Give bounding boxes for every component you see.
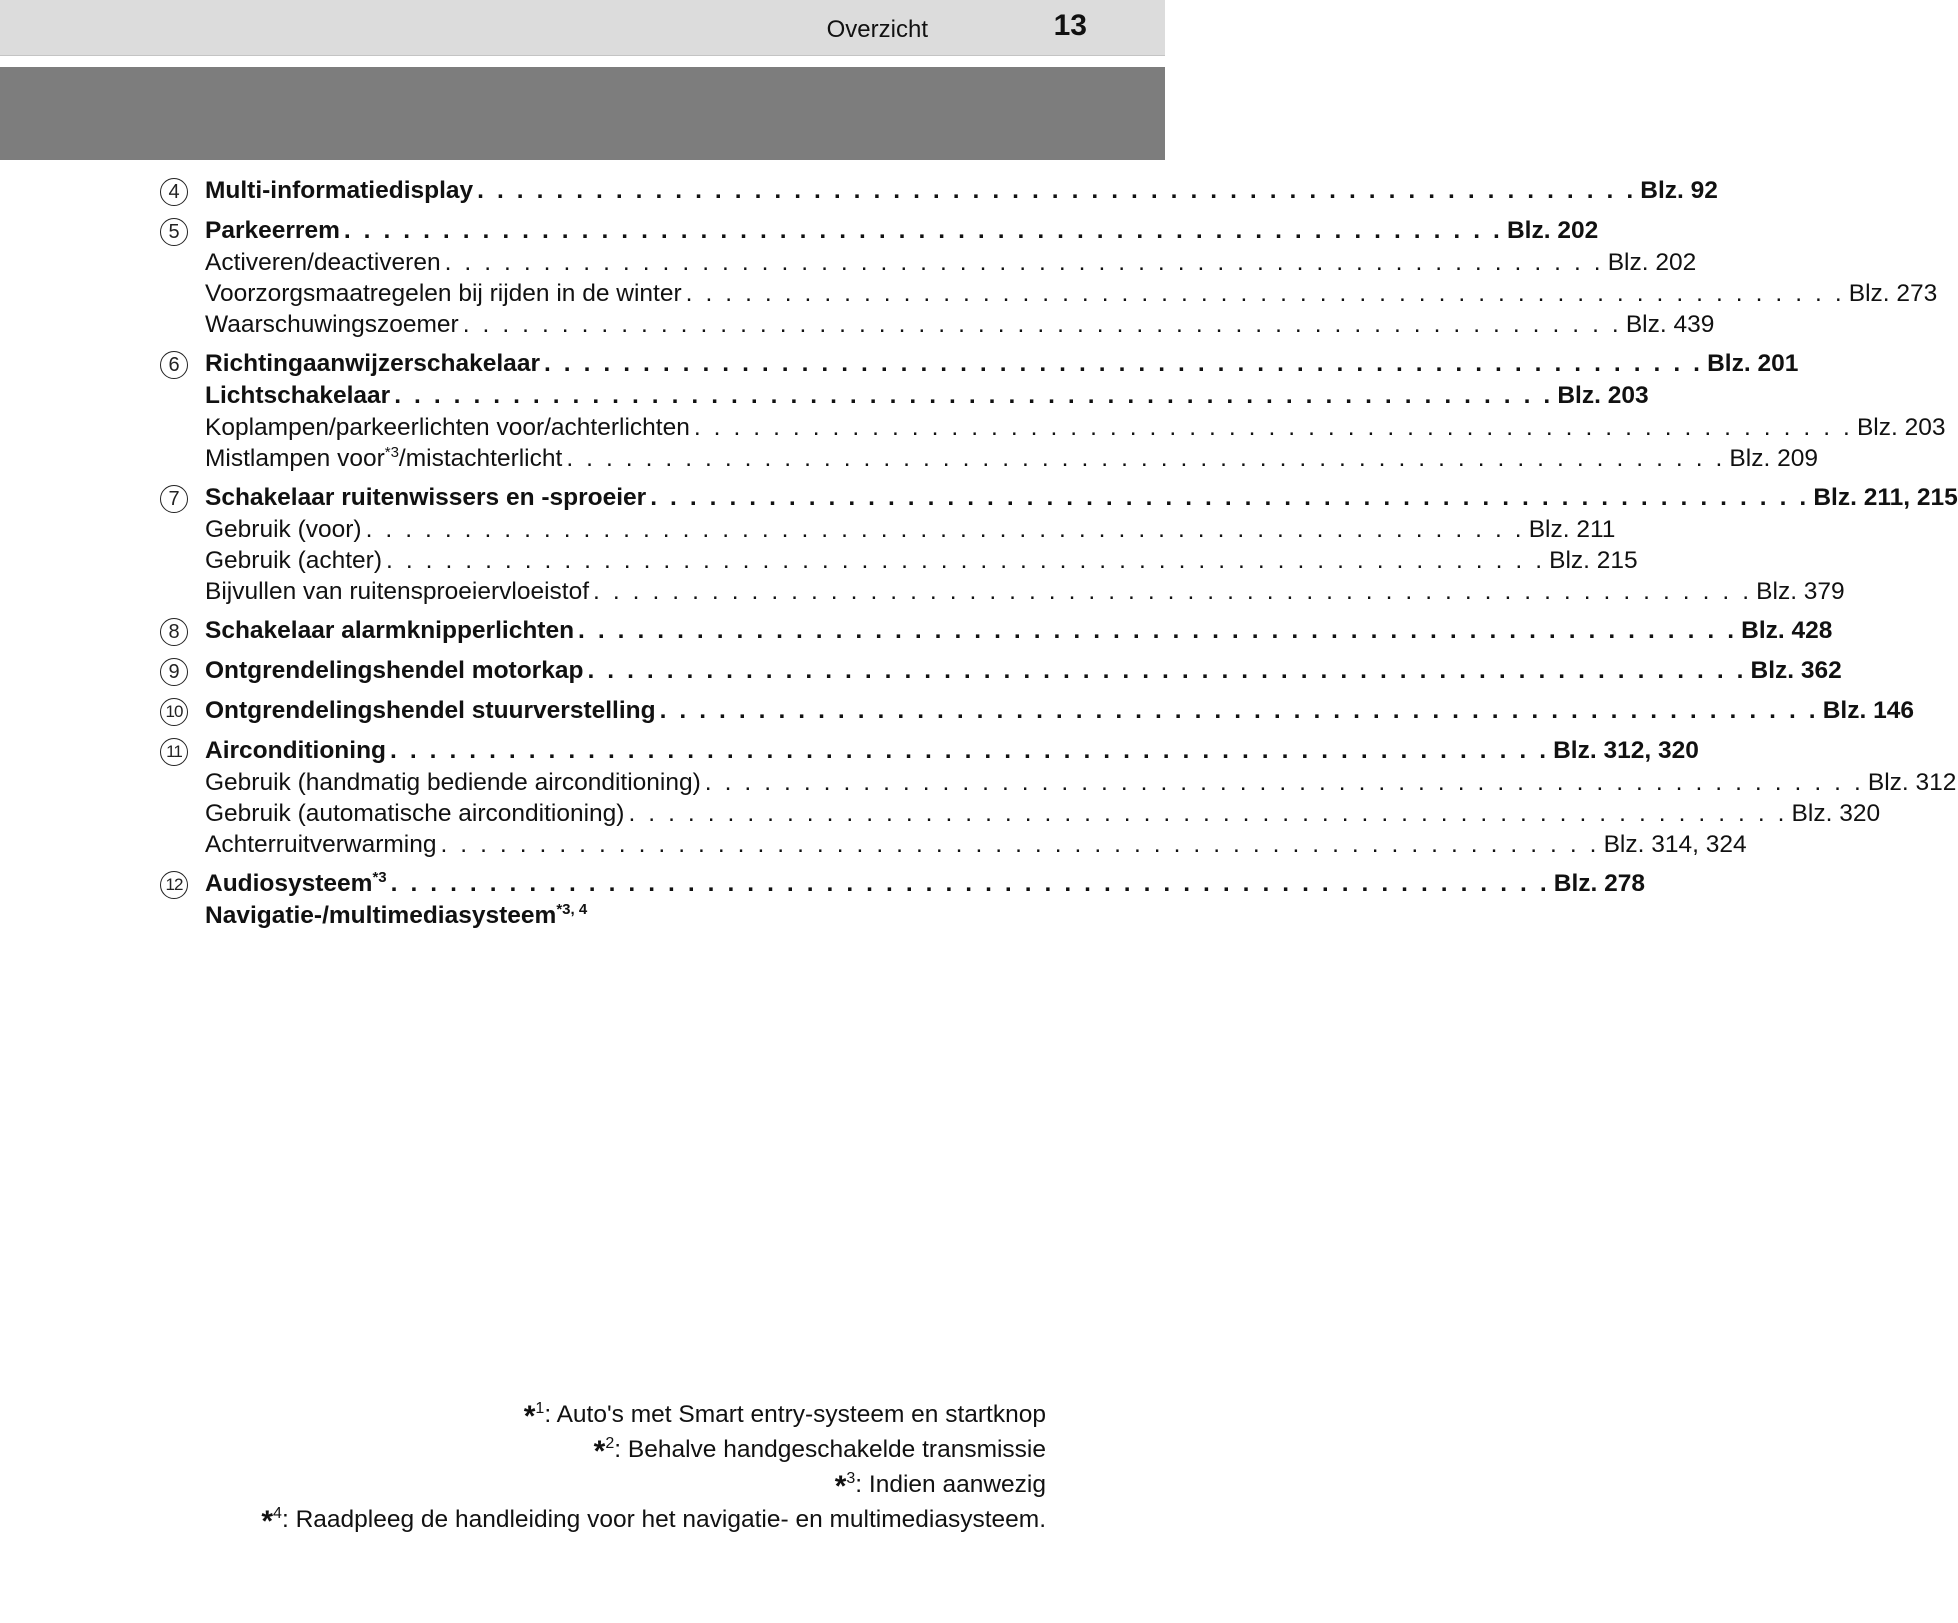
toc-sub-entry[interactable] (205, 247, 1697, 278)
toc-sub-entry[interactable] (205, 829, 1747, 860)
circled-number-marker: 6 (160, 351, 188, 379)
entry-label (205, 576, 589, 607)
entry-label-text: Activeren/deactiveren (205, 249, 441, 276)
circled-number-marker: 9 (160, 658, 188, 686)
dot-leader: . . . . . . . . . . . . . . . . . . . . . . . . . . . . . . . . . . . . . . . . . . . . . . . . . . . . . . . . . . . (386, 547, 1546, 574)
entry-label (205, 615, 574, 647)
toc-heading-entry[interactable] (205, 215, 1599, 247)
dot-leader: . . . . . . . . . . . . . . . . . . . . . . . . . . . . . . . . . . . . . . . . . . . . . . . . . . . . . . . . . . . (444, 249, 1604, 276)
page-reference: Blz. 379 (1756, 578, 1845, 605)
entry-label-text: Bijvullen van ruitensproeiervloeistof (205, 578, 590, 605)
footnote-line (261, 1398, 1046, 1433)
dot-leader: . . . . . . . . . . . . . . . . . . . . . . . . . . . . . . . . . . . . . . . . . . . . . . . . . . . . . . . . . . . (693, 414, 1853, 441)
toc-group (160, 615, 1833, 647)
toc-sub-entry[interactable] (205, 309, 1715, 340)
page-reference: Blz. 203 (1557, 382, 1649, 409)
dot-leader: . . . . . . . . . . . . . . . . . . . . . . . . . . . . . . . . . . . . . . . . . . . . . . . . . . . . . . . . . . . (628, 800, 1788, 827)
entry-label (205, 798, 624, 829)
footnote-number: 4 (273, 1505, 282, 1522)
footnote-line (261, 1503, 1046, 1538)
toc-group (160, 695, 1914, 727)
dot-leader: . . . . . . . . . . . . . . . . . . . . . . . . . . . . . . . . . . . . . . . . . . . . . . . . . . . . . . . . . . . (462, 311, 1622, 338)
page-reference: Blz. 146 (1822, 697, 1914, 724)
toc-heading-entry[interactable] (205, 482, 1958, 514)
dot-leader: . . . . . . . . . . . . . . . . . . . . . . . . . . . . . . . . . . . . . . . . . . . . . . . . . . . . . . . . . . . (593, 578, 1753, 605)
page-reference: Blz. 211, 215 (1813, 484, 1958, 511)
toc-group (160, 482, 1958, 607)
toc-sub-entry[interactable] (205, 443, 1818, 474)
circled-number-marker: 11 (160, 738, 188, 766)
entry-label-text: Richtingaanwijzerschakelaar (205, 350, 540, 377)
toc-heading-entry[interactable] (205, 735, 1699, 767)
toc-heading-entry[interactable] (205, 655, 1842, 687)
dot-leader: . . . . . . . . . . . . . . . . . . . . . . . . . . . . . . . . . . . . . . . . . . . . . . . . . . . . . . . . . . . (650, 484, 1810, 511)
page-reference: Blz. 92 (1640, 177, 1718, 204)
page-reference: Blz. 202 (1607, 249, 1697, 276)
dot-leader: . . . . . . . . . . . . . . . . . . . . . . . . . . . . . . . . . . . . . . . . . . . . . . . . . . . . . . . . . . . (477, 177, 1637, 204)
footnote-reference: *3 (372, 869, 387, 886)
toc-group (160, 348, 1946, 474)
dot-leader: . . . . . . . . . . . . . . . . . . . . . . . . . . . . . . . . . . . . . . . . . . . . . . . . . . . . . . . . . . . (578, 617, 1738, 644)
dot-leader: . . . . . . . . . . . . . . . . . . . . . . . . . . . . . . . . . . . . . . . . . . . . . . . . . . . . . . . . . . . (685, 280, 1845, 307)
footnote-asterisk: * (834, 1470, 847, 1503)
entry-label-text: Voorzorgsmaatregelen bij rijden in de winter (205, 280, 682, 307)
footnote-number: 2 (605, 1435, 615, 1452)
entry-label (205, 829, 436, 860)
circled-number-marker: 12 (160, 871, 188, 899)
toc-sub-entry[interactable] (205, 545, 1638, 576)
entry-label-text: Navigatie-/multimediasysteem (205, 902, 557, 929)
page-reference: Blz. 278 (1553, 870, 1646, 897)
entry-label (205, 735, 386, 767)
circled-number-marker: 10 (160, 698, 188, 726)
entry-label (205, 215, 340, 247)
entry-label-text: Waarschuwingszoemer (205, 311, 459, 338)
entry-label (205, 514, 362, 545)
page-reference: Blz. 312, 320 (1553, 737, 1699, 764)
entry-label (205, 175, 473, 207)
footnote-reference: *3, 4 (556, 901, 588, 918)
dot-leader: . . . . . . . . . . . . . . . . . . . . . . . . . . . . . . . . . . . . . . . . . . . . . . . . . . . . . . . . . . . (365, 516, 1525, 543)
dot-leader: . . . . . . . . . . . . . . . . . . . . . . . . . . . . . . . . . . . . . . . . . . . . . . . . . . . . . . . . . . . (394, 382, 1554, 409)
footnote-line (261, 1468, 1046, 1503)
section-title: Overzicht (826, 16, 928, 43)
page-reference: Blz. 202 (1506, 217, 1599, 244)
entry-label-text: Schakelaar ruitenwissers en -sproeier (205, 484, 647, 511)
entry-label-text: Gebruik (achter) (205, 547, 383, 574)
entry-label-text: Lichtschakelaar (205, 382, 391, 409)
toc-sub-entry[interactable] (205, 798, 1881, 829)
entry-label (205, 655, 583, 687)
footnote-text: : Behalve handgeschakelde transmissie (614, 1436, 1046, 1463)
toc-heading-entry[interactable] (205, 348, 1799, 380)
page-reference: Blz. 312 (1867, 769, 1957, 796)
footnote-text: : Auto's met Smart entry-systeem en startknop (544, 1401, 1046, 1428)
entry-label-text: Ontgrendelingshendel stuurverstelling (205, 697, 656, 724)
entry-label-text: Multi-informatiedisplay (205, 177, 474, 204)
entry-label (205, 482, 646, 514)
entry-label-continuation: /mistachterlicht (398, 445, 563, 472)
entry-label (205, 278, 682, 309)
entry-label (205, 695, 656, 727)
page-reference: Blz. 439 (1625, 311, 1715, 338)
toc-heading-entry[interactable] (205, 615, 1833, 647)
entry-label (205, 545, 382, 576)
entry-label (205, 443, 562, 474)
toc-group (160, 215, 1938, 340)
entry-label (205, 380, 390, 412)
entry-label-text: Ontgrendelingshendel motorkap (205, 657, 584, 684)
page-reference: Blz. 314, 324 (1603, 831, 1747, 858)
footnote-asterisk: * (523, 1400, 536, 1433)
dot-leader: . . . . . . . . . . . . . . . . . . . . . . . . . . . . . . . . . . . . . . . . . . . . . . . . . . . . . . . . . . . (390, 870, 1550, 897)
entry-label (205, 412, 690, 443)
toc-heading-entry[interactable] (205, 380, 1649, 412)
toc-group (160, 175, 1718, 207)
toc-sub-entry[interactable] (205, 514, 1616, 545)
page-reference: Blz. 320 (1791, 800, 1881, 827)
entry-label-text: Gebruik (handmatig bediende airconditioning) (205, 769, 701, 796)
entry-label-text: Mistlampen voor (205, 445, 385, 472)
circled-number-marker: 7 (160, 485, 188, 513)
entry-label-text: Koplampen/parkeerlichten voor/achterlichten (205, 414, 690, 441)
page-reference: Blz. 362 (1750, 657, 1842, 684)
circled-number-marker: 5 (160, 218, 188, 246)
toc-group (160, 655, 1842, 687)
toc-heading-entry[interactable] (205, 900, 1000, 932)
footnote-asterisk: * (593, 1435, 606, 1468)
page-reference: Blz. 273 (1848, 280, 1938, 307)
toc-group (160, 735, 1957, 860)
footnotes (261, 1398, 1046, 1538)
footnote-number: 1 (535, 1400, 545, 1417)
toc-sub-entry[interactable] (205, 412, 1946, 443)
footnote-line (261, 1433, 1046, 1468)
footnote-number: 3 (846, 1470, 856, 1487)
entry-label-text: Gebruik (voor) (205, 516, 362, 543)
page-reference: Blz. 428 (1741, 617, 1833, 644)
dot-leader: . . . . . . . . . . . . . . . . . . . . . . . . . . . . . . . . . . . . . . . . . . . . . . . . . . . . . . . . . . . (587, 657, 1747, 684)
toc-heading-entry[interactable] (205, 868, 1646, 900)
page-header (0, 0, 1165, 56)
entry-label-text: Audiosysteem (205, 870, 373, 897)
footnote-text: : Raadpleeg de handleiding voor het navigatie- en multimediasysteem. (281, 1506, 1046, 1533)
dot-leader: . . . . . . . . . . . . . . . . . . . . . . . . . . . . . . . . . . . . . . . . . . . . . . . . . . . . . . . . . . . (543, 350, 1704, 377)
page-reference: Blz. 209 (1729, 445, 1818, 472)
toc-sub-entry[interactable] (205, 767, 1957, 798)
entry-label (205, 767, 701, 798)
dot-leader: . . . . . . . . . . . . . . . . . . . . . . . . . . . . . . . . . . . . . . . . . . . . . . . . . . . . . . . . . . . (704, 769, 1864, 796)
footnote-reference: *3 (384, 444, 399, 461)
page-number: 13 (1053, 9, 1087, 42)
page-reference: Blz. 203 (1856, 414, 1946, 441)
entry-label (205, 348, 540, 380)
entry-label (205, 900, 587, 932)
table-of-contents (160, 175, 1958, 940)
toc-sub-entry[interactable] (205, 278, 1938, 309)
page-reference: Blz. 215 (1549, 547, 1638, 574)
dot-leader: . . . . . . . . . . . . . . . . . . . . . . . . . . . . . . . . . . . . . . . . . . . . . . . . . . . . . . . . . . . (659, 697, 1819, 724)
footnote-text: : Indien aanwezig (855, 1471, 1046, 1498)
toc-sub-entry[interactable] (205, 576, 1845, 607)
entry-label-text: Gebruik (automatische airconditioning) (205, 800, 625, 827)
entry-label (205, 247, 441, 278)
entry-label (205, 309, 459, 340)
footnote-asterisk: * (261, 1505, 274, 1538)
entry-label (205, 868, 387, 900)
entry-label-text: Airconditioning (205, 737, 386, 764)
circled-number-marker: 4 (160, 178, 188, 206)
dot-leader: . . . . . . . . . . . . . . . . . . . . . . . . . . . . . . . . . . . . . . . . . . . . . . . . . . . . . . . . . . . (440, 831, 1600, 858)
entry-label-text: Achterruitverwarming (205, 831, 437, 858)
toc-group (160, 868, 1646, 932)
page-reference: Blz. 211 (1528, 516, 1616, 543)
toc-heading-entry[interactable] (205, 695, 1914, 727)
entry-label-text: Schakelaar alarmknipperlichten (205, 617, 575, 644)
circled-number-marker: 8 (160, 618, 188, 646)
dot-leader: . . . . . . . . . . . . . . . . . . . . . . . . . . . . . . . . . . . . . . . . . . . . . . . . . . . . . . . . . . . (343, 217, 1503, 244)
page-reference: Blz. 201 (1707, 350, 1799, 377)
dot-leader: . . . . . . . . . . . . . . . . . . . . . . . . . . . . . . . . . . . . . . . . . . . . . . . . . . . . . . . . . . . (390, 737, 1550, 764)
entry-label-text: Parkeerrem (205, 217, 340, 244)
toc-heading-entry[interactable] (205, 175, 1718, 207)
dot-leader: . . . . . . . . . . . . . . . . . . . . . . . . . . . . . . . . . . . . . . . . . . . . . . . . . . . . . . . . . . . (566, 445, 1726, 472)
header-gray-band (0, 67, 1165, 160)
